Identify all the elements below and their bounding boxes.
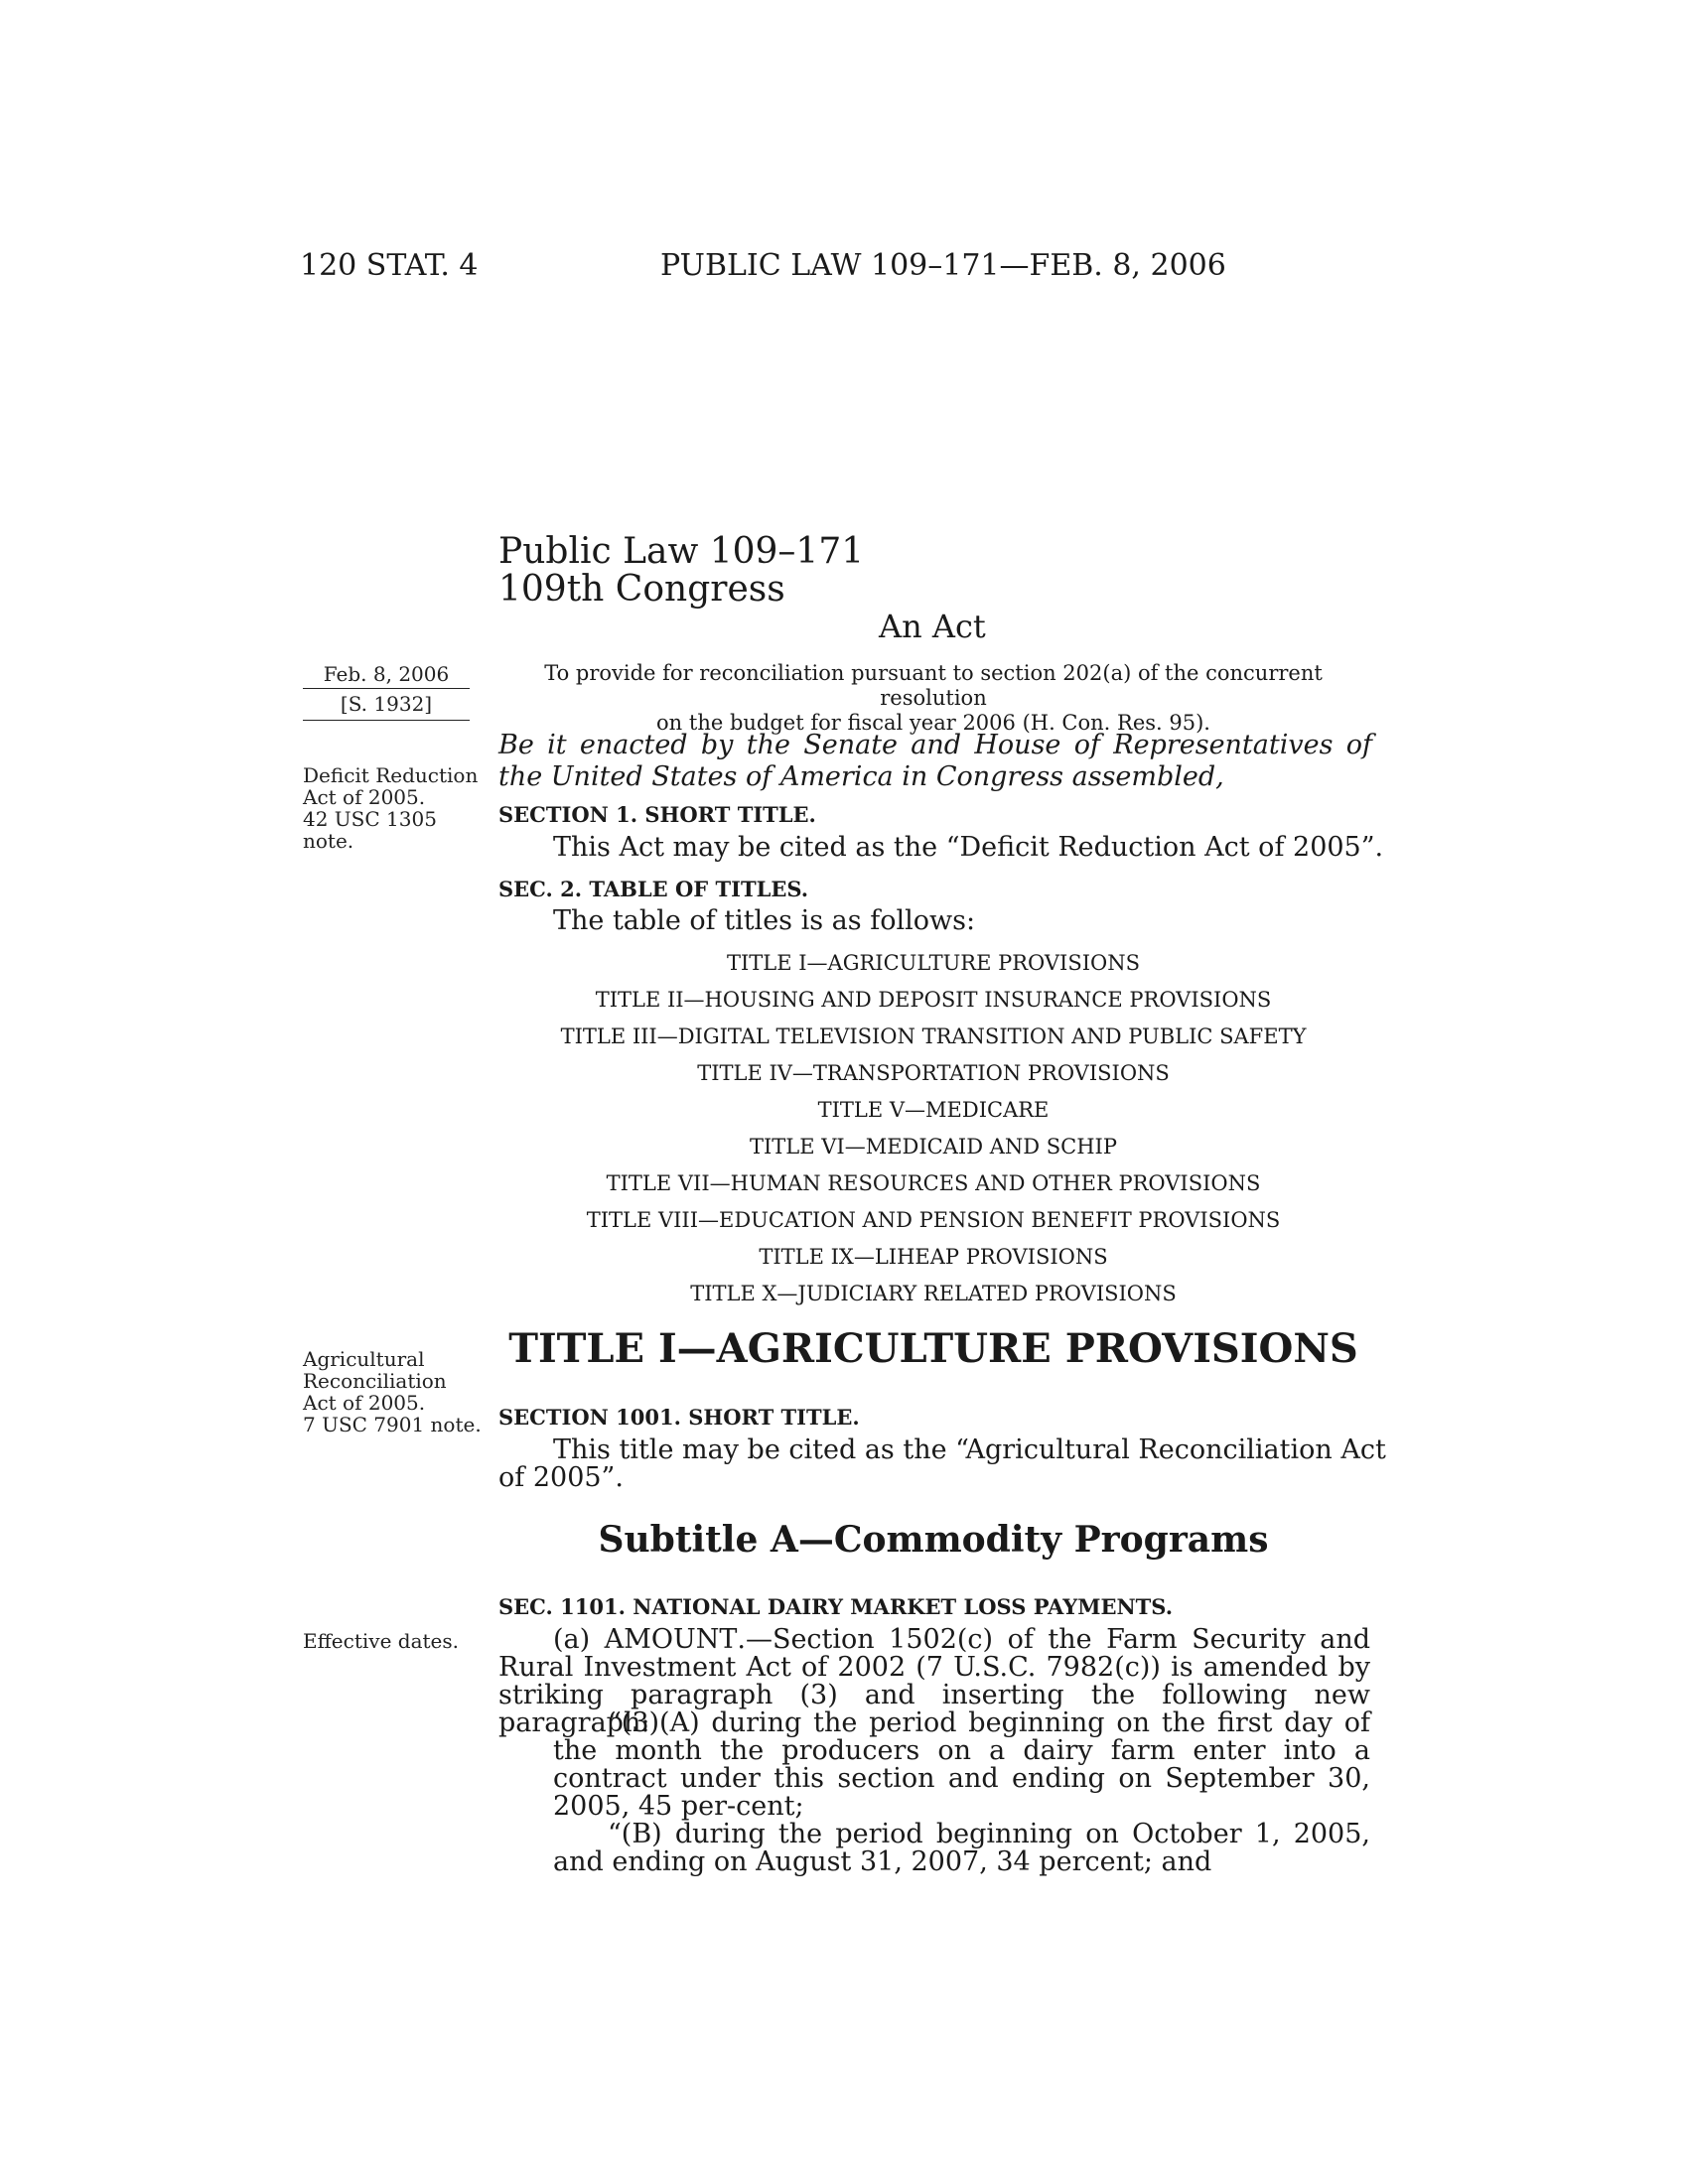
purpose-line-2: on the budget for fiscal year 2006 (H. Con. Res. 95). (656, 711, 1210, 735)
purpose-line-1: To provide for reconciliation pursuant to section 202(a) of the concurrent resolution (544, 661, 1323, 710)
margin-bill-number: [S. 1932] (340, 692, 433, 716)
table-of-titles-intro: The table of titles is as follows: (553, 905, 976, 936)
table-of-titles-entry: TITLE VII—HUMAN RESOURCES AND OTHER PROVISIONS (606, 1171, 1261, 1195)
section-2-heading: SEC. 2. TABLE OF TITLES. (498, 877, 809, 901)
congress-number: 109th Congress (498, 569, 785, 610)
act-purpose (496, 661, 1370, 736)
paragraph-a-text: .—Section 1502(c) of the Farm Security and Rural Investment Act of 2002 (7 U.S.C. 7982(c)) is amended by striking paragraph (3) and inserting the following new paragraph: (498, 1624, 1370, 1738)
section-1101-heading: SEC. 1101. NATIONAL DAIRY MARKET LOSS PAYMENTS. (498, 1594, 1174, 1619)
table-of-titles-entry: TITLE VI—MEDICAID AND SCHIP (750, 1135, 1117, 1159)
margin-note-line: Act of 2005. (303, 785, 426, 809)
margin-note-deficit-reduction (303, 764, 478, 852)
section-1-heading: SECTION 1. SHORT TITLE. (498, 802, 816, 827)
section-1001-text-line-1: This title may be cited as the “Agricultural Reconciliation Act (553, 1434, 1386, 1465)
margin-rule-bottom (303, 720, 470, 721)
table-of-titles-entry: TITLE X—JUDICIARY RELATED PROVISIONS (690, 1282, 1177, 1305)
section-1001-text-line-2: of 2005”. (498, 1462, 624, 1493)
table-of-titles-entry: TITLE IX—LIHEAP PROVISIONS (759, 1245, 1108, 1269)
act-heading: An Act (879, 608, 986, 645)
subtitle-a-heading: Subtitle A—Commodity Programs (598, 1519, 1269, 1561)
margin-note-line: 7 USC 7901 note. (303, 1413, 482, 1436)
table-of-titles-entry: TITLE II—HOUSING AND DEPOSIT INSURANCE PROVISIONS (595, 988, 1272, 1012)
margin-note-line: 42 USC 1305 (303, 807, 437, 831)
margin-note-effective-dates: Effective dates. (303, 1629, 459, 1653)
margin-note-line: Deficit Reduction (303, 763, 479, 787)
margin-date: Feb. 8, 2006 (323, 662, 450, 686)
table-of-titles-entry: TITLE III—DIGITAL TELEVISION TRANSITION AND PUBLIC SAFETY (560, 1024, 1307, 1048)
section-1-text: This Act may be cited as the “Deficit Reduction Act of 2005”. (553, 832, 1384, 863)
section-1001-heading: SECTION 1001. SHORT TITLE. (498, 1405, 860, 1430)
paragraph-a-label: (a) A (553, 1624, 625, 1655)
title-1-heading: TITLE I—AGRICULTURE PROVISIONS (508, 1325, 1358, 1372)
table-of-titles-entry: TITLE IV—TRANSPORTATION PROVISIONS (697, 1061, 1170, 1085)
paragraph-b: “(B) during the period beginning on October 1, 2005, and ending on August 31, 2007, 34 percent; and (553, 1819, 1370, 1877)
table-of-titles-entry: TITLE VIII—EDUCATION AND PENSION BENEFIT PROVISIONS (586, 1208, 1281, 1232)
paragraph-3a: “(3)(A) during the period beginning on the first day of the month the producers on a dairy farm enter into a contract under this section and ending on September 30, 2005, 45 per-cent; (553, 1707, 1370, 1822)
margin-note-agricultural-reconciliation (303, 1348, 482, 1435)
public-law-number: Public Law 109–171 (498, 531, 865, 572)
table-of-titles-entry: TITLE I—AGRICULTURE PROVISIONS (726, 951, 1141, 975)
page-stat-reference: 120 STAT. 4 (300, 248, 479, 283)
margin-note-line: Act of 2005. (303, 1391, 426, 1415)
margin-note-line: Agricultural (303, 1347, 425, 1371)
enacting-clause: Be it enacted by the Senate and House of Representatives of the United States of America in Congress assembled, (498, 730, 1372, 792)
running-header: PUBLIC LAW 109–171—FEB. 8, 2006 (660, 248, 1226, 283)
table-of-titles-entry: TITLE V—MEDICARE (817, 1098, 1050, 1122)
margin-rule-top (303, 688, 470, 689)
margin-note-line: note. (303, 829, 354, 853)
paragraph-a-label-smallcaps: MOUNT (624, 1624, 738, 1655)
margin-note-line: Reconciliation (303, 1369, 447, 1393)
